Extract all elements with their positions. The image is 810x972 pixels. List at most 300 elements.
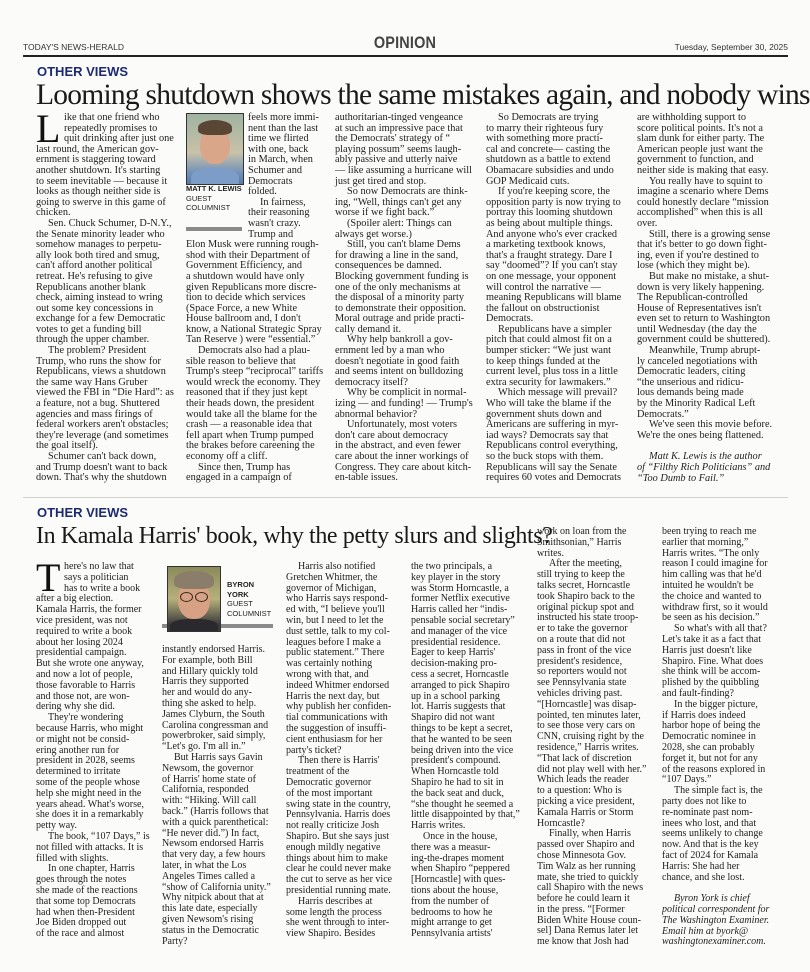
text-line: tions about the house, — [411, 884, 499, 896]
text-line: And anyone who's ever cracked — [486, 228, 618, 240]
text-line: with a quick parenthetical: — [162, 816, 269, 828]
text-line: filled with slights. — [36, 852, 109, 864]
bio-line: “Too Dumb to Fail.” — [637, 472, 725, 484]
text-line: “show of California unity.” — [162, 881, 271, 893]
text-line: Trump's steep “reciprocal” tariffs — [186, 366, 324, 378]
paragraph — [411, 832, 533, 940]
text-line: Republicans will say the Senate — [486, 461, 617, 473]
text-line: she went through to inter- — [286, 917, 390, 929]
text-line: back.” (Harris follows that — [162, 805, 269, 817]
text-line: slam dunk for either party. The — [637, 133, 765, 145]
text-line: indeed Whitmer endorsed — [286, 679, 390, 691]
text-line: consequences be damned. — [335, 260, 442, 272]
text-line: The simple fact is, the — [674, 785, 763, 797]
column-2 — [186, 113, 326, 484]
text-line: Meanwhile, Trump abrupt- — [649, 345, 761, 357]
text-line: would wreck the economy. They — [186, 376, 321, 388]
text-line: extra security for lawmakers.” — [486, 376, 611, 388]
section-label: OTHER VIEWS — [37, 505, 129, 520]
text-line: Harris they supported — [162, 676, 249, 688]
text-line: ing-the-drapes moment — [411, 852, 505, 864]
text-line: government to function, and — [637, 154, 754, 166]
text-line: meaning Republicans will blame — [486, 292, 622, 304]
text-line: So Democrats are trying — [498, 112, 599, 123]
text-line: In fairness, — [260, 196, 306, 208]
text-line: key player in the story — [411, 571, 501, 583]
text-line: So what's with all that? — [674, 623, 767, 635]
bio-line: washingtonexaminer.com. — [662, 936, 766, 948]
column-5 — [537, 527, 659, 948]
text-line: and now a lot of people, — [36, 668, 133, 680]
text-line: federal workers aren't obstacles; — [36, 419, 169, 431]
text-line: looks as though neither side is — [36, 186, 161, 198]
text-line: for drawing a line in the sand, — [335, 249, 459, 261]
text-line: Democrats also had a plau- — [198, 345, 311, 357]
text-line: residence,” Harris writes. — [537, 741, 639, 753]
text-line: says a politician — [64, 571, 129, 583]
text-line: with: “Hiking. Will call — [162, 795, 257, 807]
column-5 — [637, 113, 787, 484]
column-4 — [486, 113, 628, 484]
text-line: Horncastle? — [537, 817, 585, 829]
article-divider — [23, 497, 788, 498]
text-line: Republicans have a simpler — [498, 323, 612, 335]
text-line: a marketing textbook knows, — [486, 239, 606, 251]
text-line: [Horncastle] with ques- — [411, 874, 506, 886]
text-line: fact of 2024 for Kamala — [662, 849, 759, 861]
text-line: required to write a book — [36, 625, 133, 637]
text-line: retreat. He's refusing to give — [36, 270, 153, 282]
text-line: writes. — [537, 547, 564, 559]
text-line: this late date, especially — [162, 903, 258, 915]
column-1 — [36, 106, 176, 484]
text-line: “That lack of discretion — [537, 752, 632, 764]
text-line: Harris also notified — [298, 561, 376, 572]
text-line: fell apart when Trump pumped — [186, 429, 314, 441]
text-line: goes through the notes — [36, 874, 127, 886]
text-line: sel] Dana Remus later let — [537, 925, 639, 937]
text-line: chance, and she lost. — [662, 871, 745, 883]
text-line: inees who lost, and that — [662, 817, 757, 829]
text-line: doesn't negotiate in good faith — [335, 355, 460, 367]
text-line: House of Representatives isn't — [637, 302, 762, 314]
text-line: votes to get a funding bill — [36, 323, 142, 335]
paragraph — [486, 325, 628, 389]
text-line: vice president, was not — [36, 614, 128, 626]
text-line: in the press. “[Former — [537, 903, 625, 915]
text-line: ally look both tired and smug, — [36, 249, 160, 261]
text-line: Sen. Chuck Schumer, D-N.Y., — [48, 217, 172, 229]
text-line: pitch that could almost fit on a — [486, 334, 612, 346]
text-line: But she wrote one anyway, — [36, 658, 144, 670]
text-line: Democratic leaders, citing — [637, 366, 746, 378]
text-line: Which leads the reader — [537, 774, 629, 786]
column-2 — [162, 645, 282, 947]
text-line: dust settle, talk to my col- — [286, 625, 390, 637]
text-line: a feature, not a bug. Shuttered — [36, 398, 160, 410]
text-line: We've seen this movie before. — [649, 419, 773, 431]
text-line: time we flirted — [248, 133, 309, 145]
paragraph — [286, 562, 408, 756]
text-line: sible reason to believe that — [186, 355, 296, 367]
text-line: by the Minority Radical Left — [637, 398, 756, 410]
paragraph — [637, 272, 787, 346]
text-line: that he wanted to be seen — [411, 733, 512, 745]
text-line: government could be shuttered). — [637, 334, 771, 346]
text-line: Why be complicit in normal- — [347, 387, 467, 399]
text-line: In one chapter, Harris — [48, 863, 135, 875]
text-line: harbor hope of being the — [662, 720, 761, 732]
paragraph — [36, 832, 156, 864]
bio-line: The Washington Examiner. — [662, 914, 770, 926]
text-line: presidential residence. — [411, 636, 501, 648]
text-line: a shutdown would have only — [186, 270, 305, 282]
text-line: Still, there is a growing sense — [649, 228, 771, 240]
text-line: iad ways? Democrats say that — [486, 429, 609, 441]
text-line: For example, both Bill — [162, 654, 253, 666]
text-line: Who will take the blame if the — [486, 398, 612, 410]
paragraph — [486, 388, 628, 483]
text-line: me know that Josh had — [537, 936, 629, 948]
text-line: democracy itself? — [335, 376, 408, 388]
text-line: out some key concessions in — [36, 302, 154, 314]
text-line: later, in what the Los — [162, 859, 247, 871]
text-line: been trying to reach me — [662, 526, 757, 537]
text-line: Republicans control everything, — [486, 440, 618, 452]
text-line: until Wednesday (the day the — [637, 323, 757, 335]
paragraph — [186, 463, 326, 484]
text-line: pensable social secretary” — [411, 614, 515, 626]
text-line: The book, “107 Days,” is — [48, 830, 150, 842]
text-line: viewed the FBI in “Die Hard”: as — [36, 387, 174, 399]
text-line: tion to decide which services — [186, 292, 306, 304]
text-line: Let's take it as a fact that — [662, 633, 761, 645]
text-line: another shutdown. It's starting — [36, 164, 161, 176]
paragraph — [335, 335, 475, 388]
text-line: chose Minnesota Gov. — [537, 849, 627, 861]
text-line: decision-making pro- — [411, 658, 497, 670]
text-line: president's residence, — [537, 655, 623, 667]
text-line: will control the narrative — — [486, 281, 601, 293]
text-line: reasoned that if they just kept — [186, 387, 308, 399]
paragraph — [637, 230, 787, 272]
text-line: wrong with that, and — [286, 668, 369, 680]
text-line: given Newsom's rising — [162, 913, 254, 925]
text-line: had when then-President — [36, 906, 135, 918]
text-line: the same way Hans Gruber — [36, 376, 148, 388]
text-line: Moral outrage and pride practi- — [335, 313, 465, 325]
text-line: shod with their Department of — [186, 249, 311, 261]
text-line: don't care about democracy — [335, 429, 449, 441]
text-line: instructed his state troop- — [537, 612, 639, 624]
section-title: OPINION — [373, 33, 437, 52]
text-line: when Shapiro “peppered — [411, 863, 510, 875]
paragraph — [36, 219, 176, 346]
text-line: crash — a reasonable idea that — [186, 419, 313, 431]
author-role: GUEST — [186, 193, 212, 203]
text-line: they're leverage (and sometimes — [36, 429, 169, 441]
text-line: Shapiro. But she says just — [286, 830, 390, 842]
paragraph — [662, 786, 788, 883]
text-line: if Harris does indeed — [662, 709, 746, 721]
text-line: of the race and almost — [36, 928, 125, 940]
text-line: nent than the last — [248, 122, 319, 134]
text-line: can't afford another political — [36, 260, 153, 272]
text-line: authoritarian-tinged vengeance — [335, 112, 463, 123]
paragraph — [335, 187, 475, 219]
text-line: still trying to keep the — [537, 569, 625, 581]
text-line: cess a secret, Horncastle — [411, 668, 509, 680]
paragraph — [335, 113, 475, 187]
text-line: Then there is Harris' — [298, 755, 380, 767]
text-line: ering another run for — [36, 744, 120, 756]
text-line: their heads down, the president — [186, 398, 315, 410]
text-line: But Harris says Gavin — [174, 751, 263, 763]
paragraph — [162, 753, 282, 947]
text-line: bumper sticker: “We just want — [486, 345, 611, 357]
author-bio — [637, 452, 787, 484]
text-line: Tim Walz as her running — [537, 860, 636, 872]
text-line: intuited he wouldn't be — [662, 579, 754, 591]
paragraph — [637, 346, 787, 420]
text-line: has to write a book — [64, 582, 141, 594]
column-3 — [286, 562, 408, 940]
paragraph — [662, 700, 788, 786]
text-line: little disappointed by that,” — [411, 809, 520, 821]
column-3 — [335, 113, 475, 484]
text-line: the Senate minority leader who — [36, 228, 165, 240]
column-1 — [36, 555, 156, 940]
text-line: somehow manages to perpetu- — [36, 239, 162, 251]
text-line: Republicans, views a shutdown — [36, 366, 166, 378]
text-line: izing — and funding! — Trump's — [335, 398, 473, 410]
text-line: reason I could imagine for — [662, 558, 768, 570]
paragraph — [662, 527, 788, 624]
text-line: to seem inevitable — because it — [36, 175, 168, 187]
author-photo — [167, 566, 221, 632]
text-line: Angeles Times called a — [162, 870, 256, 882]
text-line: she does it in a remarkably — [36, 809, 144, 821]
text-line: chicken. — [36, 207, 71, 219]
text-line: The Republican-controlled — [637, 292, 748, 304]
paragraph — [36, 713, 156, 832]
text-line: So now Democrats are think- — [347, 186, 468, 198]
text-line: in March, when — [248, 154, 313, 166]
bio-line: of “Filthy Rich Politicians” and — [637, 462, 771, 473]
text-line: Harris describes at — [298, 895, 373, 907]
text-line: Pennsylvania artists' — [411, 928, 493, 940]
text-line: James Clyburn, the South — [162, 708, 265, 720]
text-line: of the reasons explored in — [662, 763, 766, 775]
author-role: GUEST — [227, 599, 253, 608]
text-line: abnormal behavior? — [335, 408, 418, 420]
text-line: GOP Medicaid cuts. — [486, 175, 570, 187]
bio-line: Matt K. Lewis is the author — [649, 451, 762, 463]
text-line: American people just want the — [637, 143, 763, 155]
text-line: When Horncastle told — [411, 766, 499, 778]
text-line: president in 2028, seems — [36, 755, 135, 767]
text-line: ing, even if you're destined to — [637, 249, 759, 261]
text-line: Harris writes. — [411, 820, 466, 832]
text-line: repeatedly promises to — [64, 122, 158, 134]
text-line: Government Efficiency, and — [186, 260, 303, 272]
text-line: not really criticize Josh — [286, 820, 380, 832]
paragraph — [486, 187, 628, 325]
text-line: thing she asked to help. — [162, 697, 257, 709]
text-line: Harris called her “indis- — [411, 604, 508, 616]
text-line: bedrooms to how he — [411, 906, 493, 918]
text-line: in the abstract, and even fewer — [335, 440, 461, 452]
text-line: ike that one friend who — [64, 112, 160, 123]
text-line: tial communications with — [286, 712, 388, 724]
text-line: Republicans another blank — [36, 281, 146, 293]
text-line: Once in the house, — [423, 830, 498, 842]
text-line: Smithsonian,” Harris — [537, 536, 622, 548]
column-4 — [411, 562, 533, 940]
text-line: that's a fraught strategy. Dare I — [486, 249, 613, 261]
text-line: “He never did.”) In fact, — [162, 827, 260, 839]
text-line: Carolina congressman and — [162, 719, 269, 731]
text-line: call Shapiro with the news — [537, 882, 644, 894]
text-line: imagine a scenario where Dems — [637, 186, 769, 198]
text-line: Finally, when Harris — [549, 828, 631, 840]
text-line: Democrats — [248, 175, 293, 187]
text-line: the fallout on obstructionist — [486, 302, 600, 314]
text-line: Harris the next day, but — [286, 690, 380, 702]
text-line: dering why she did. — [36, 701, 115, 713]
issue-date: Tuesday, September 30, 2025 — [674, 42, 788, 52]
drop-cap: L — [36, 106, 61, 151]
paragraph — [486, 113, 628, 187]
text-line: lot. Harris suggests that — [411, 701, 506, 713]
text-line: Trump, who runs the show for — [36, 355, 161, 367]
text-line: now. And that is the key — [662, 839, 759, 851]
text-line: “107 Days.” — [662, 774, 712, 786]
text-line: Newsom endorsed Harris — [162, 838, 264, 850]
text-line: and manager of the vice — [411, 625, 508, 637]
text-line: Congress. They care about kitch- — [335, 461, 472, 473]
text-line: and those not, are won- — [36, 690, 130, 702]
text-line: ing, “Well, things can't get any — [335, 196, 462, 208]
text-line: Biden White House coun- — [537, 914, 641, 926]
text-line: worse if we fight back.” — [335, 207, 435, 219]
masthead-rule — [23, 55, 788, 57]
text-line: the disposal of a minority party — [335, 292, 464, 304]
text-line: enough mildly negative — [286, 841, 381, 853]
column-6 — [662, 527, 788, 948]
text-line: was certainly nothing — [286, 658, 373, 670]
text-line: the Democrats' strategy of “ — [335, 133, 451, 145]
text-line: Harris writes. “The only — [662, 547, 760, 559]
text-line: economy off a cliff. — [186, 451, 268, 462]
paragraph — [335, 420, 475, 484]
text-line: the back seat and duck, — [411, 787, 505, 799]
headline: Looming shutdown shows the same mistakes again, and nobody wins — [36, 79, 810, 111]
text-line: (Space Force, a new White — [186, 302, 298, 314]
text-line: to keep things funded at the — [486, 355, 601, 367]
text-line: government shuts down and — [486, 408, 602, 420]
text-line: view Shapiro. Besides — [286, 928, 376, 940]
author-name: BYRON — [227, 580, 255, 589]
text-line: Still, you can't blame Dems — [347, 239, 461, 251]
text-line: one of the only mechanisms at — [335, 281, 461, 293]
text-line: picking a vice president, — [537, 795, 635, 807]
text-line: score political points. It's not a — [637, 122, 763, 134]
text-line: here's no law that — [64, 561, 134, 572]
text-line: lose (which they might be). — [637, 260, 750, 272]
text-line: last round, the American gov- — [36, 143, 159, 155]
text-line: Democrats.” — [637, 408, 689, 420]
text-line: In the bigger picture, — [674, 698, 758, 710]
text-line: leagues before I make a — [286, 636, 381, 648]
text-line: him calling was that he'd — [662, 569, 762, 581]
paragraph — [637, 113, 787, 177]
text-line: petty way. — [36, 820, 78, 832]
text-line: (Spoiler alert: Things can — [347, 217, 452, 229]
text-line: talks secret, Horncastle — [537, 579, 631, 591]
text-line: They're wondering — [48, 712, 124, 724]
text-line: feels more immi- — [248, 112, 319, 123]
text-line: about her losing 2024 — [36, 636, 123, 648]
text-line: the suggestion of insuffi- — [286, 722, 387, 734]
paragraph — [36, 555, 156, 713]
text-line: so reporters would not — [537, 666, 627, 678]
author-role: COLUMNIST — [227, 608, 272, 618]
text-line: things about him to make — [286, 852, 388, 864]
text-line: shutdown as a battle to extend — [486, 154, 611, 166]
text-line: Elon Musk were running rough- — [186, 239, 319, 251]
text-line: that it's better to go down fight- — [637, 239, 767, 251]
text-line: and Hillary quickly told — [162, 665, 258, 677]
text-line: going to swerve in this game of — [36, 196, 166, 208]
text-line: forget it, but not for any — [662, 752, 758, 764]
drop-cap: T — [36, 555, 61, 600]
author-role: COLUMNIST — [186, 203, 231, 212]
paragraph — [162, 645, 282, 753]
text-line: are withholding support to — [637, 112, 746, 123]
paragraph — [662, 624, 788, 700]
text-line: Shapiro did not want — [411, 712, 495, 724]
text-line: and seems intent on bulldozing — [335, 366, 464, 378]
text-line: to marry their righteous fury — [486, 122, 604, 134]
text-line: cal and concrete— casting the — [486, 143, 611, 155]
text-line: former Netflix executive — [411, 593, 510, 605]
text-line: on a route that did not — [537, 633, 626, 645]
text-line: cient enthusiasm for her — [286, 733, 383, 745]
text-line: quit drinking after just one — [64, 133, 174, 145]
text-line: not filled with attacks. It is — [36, 841, 144, 853]
text-line: their reasoning — [248, 207, 310, 219]
text-line: on one message, your opponent — [486, 270, 617, 282]
text-line: years ahead. What's worse, — [36, 798, 144, 810]
text-line: took Shapiro back to the — [537, 590, 635, 602]
text-line: requires 60 votes and Democrats — [486, 472, 621, 484]
text-line: Schumer can't back down, — [48, 451, 157, 462]
text-line: ably passive and utterly naive — [335, 154, 458, 166]
text-line: the brakes before careening the — [186, 440, 315, 452]
text-line: to a question: Who is — [537, 785, 622, 797]
text-line: The problem? President — [48, 345, 147, 357]
paragraph — [637, 177, 787, 230]
paragraph — [335, 240, 475, 335]
text-line: at such an impressive pace that — [335, 122, 463, 134]
text-line: know, a National Strategic Spray — [186, 323, 322, 335]
text-line: Unfortunately, most voters — [347, 419, 458, 431]
text-line: — like assuming a hurricane will — [335, 164, 472, 176]
paragraph — [411, 562, 533, 832]
text-line: things to be kept a secret, — [411, 722, 513, 734]
text-line: Democratic governor — [286, 776, 372, 788]
